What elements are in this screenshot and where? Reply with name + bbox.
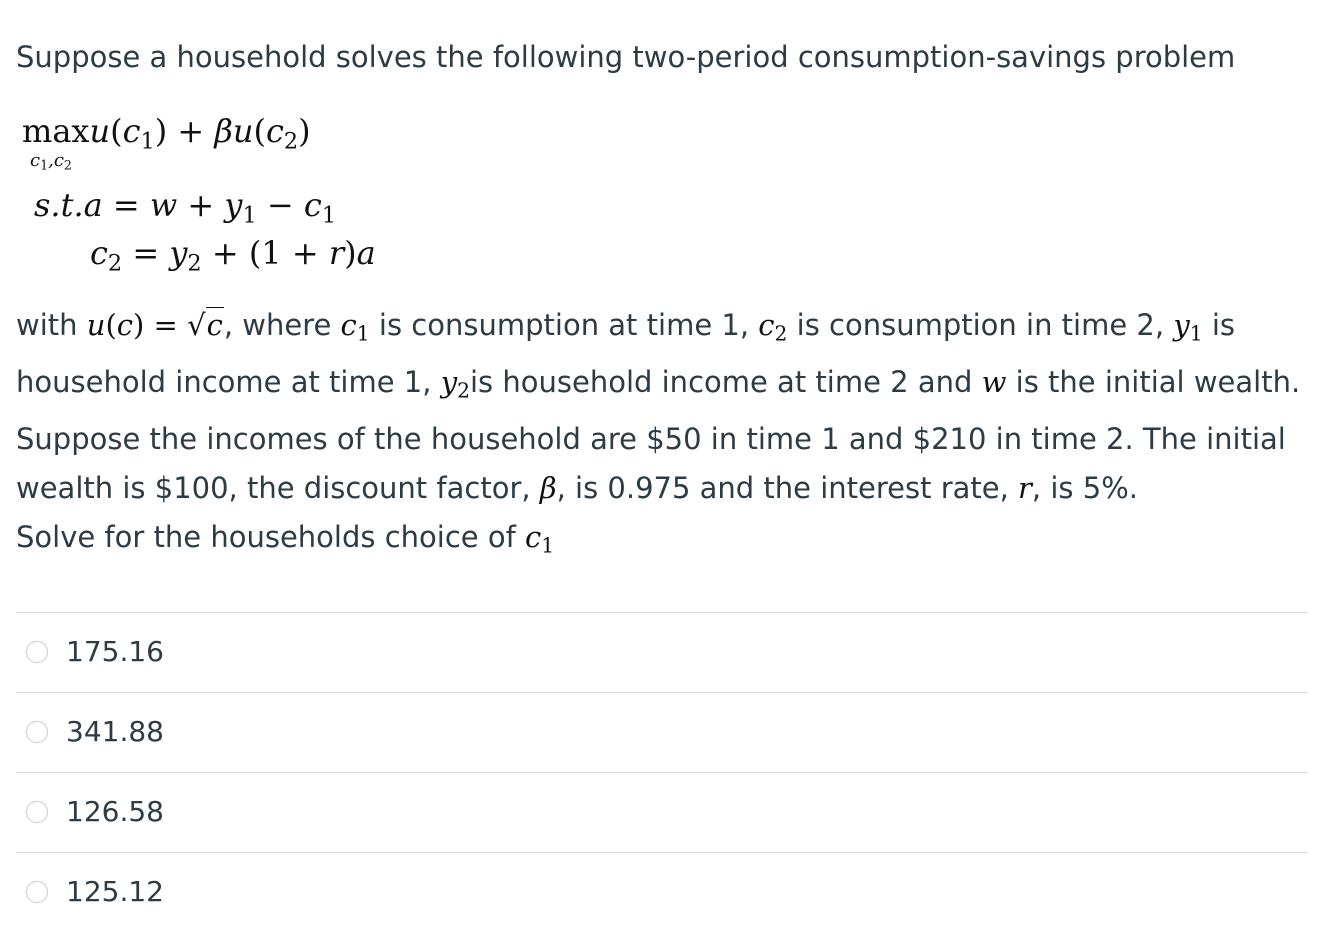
question-paragraph: [16, 301, 1306, 512]
answer-list: [16, 612, 1308, 932]
budget-constraint-1: $s.t.a = w + y_1 - c_1$: [34, 186, 337, 229]
paragraph-line-4: wealth is $100, the discount factor, β, is 0.975 and the interest rate, r, is 5%.: [16, 470, 1138, 505]
paragraph-line-2: household income at time 1, $y_2is$ household income at time 2 and w is the initial wealth.: [16, 365, 1301, 403]
answer-option-4[interactable]: [16, 852, 1308, 932]
max-subscript: $c_1,c_2$: [30, 150, 72, 173]
radio-button-2[interactable]: [26, 721, 48, 743]
question-intro: Suppose a household solves the following two-period consumption-savings problem: [16, 40, 1236, 74]
sqrt-symbol: √c: [187, 308, 223, 342]
paragraph-line-1: with u(c) = √c, where $c_1$ is consumption at time 1, $c_2$ is consumption in time 2, $y_1$ is: [16, 301, 1306, 358]
question-prompt: Solve for the households choice of $c_1$: [16, 520, 555, 558]
answer-label-1[interactable]: 175.16: [66, 635, 164, 668]
radio-button-1[interactable]: [26, 641, 48, 663]
answer-option-1[interactable]: [16, 612, 1308, 692]
radio-button-3[interactable]: [26, 801, 48, 823]
answer-label-2[interactable]: 341.88: [66, 715, 164, 748]
budget-constraint-2: $c_2 = y_2 + (1 + r)a$: [90, 234, 376, 277]
radio-button-4[interactable]: [26, 881, 48, 903]
answer-label-4[interactable]: 125.12: [66, 875, 164, 908]
answer-label-3[interactable]: 126.58: [66, 795, 164, 828]
answer-option-2[interactable]: [16, 692, 1308, 772]
paragraph-line-3: Suppose the incomes of the household are $50 in time 1 and $210 in time 2. The initial: [16, 422, 1286, 457]
objective-equation: $\max u(c_1) + \beta u(c_2)$: [22, 112, 311, 155]
answer-option-3[interactable]: [16, 772, 1308, 852]
